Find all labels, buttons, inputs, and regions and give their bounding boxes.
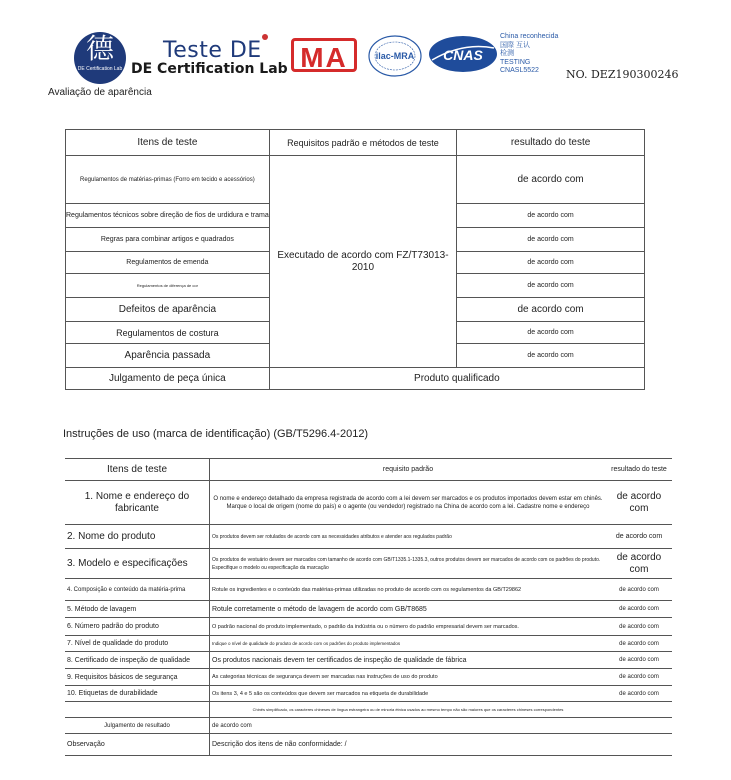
row-result: de acordo com — [457, 344, 645, 368]
cnas-text: CNAS — [443, 47, 483, 63]
row-item: 2. Nome do produto — [65, 525, 210, 549]
cnas-line: China reconhecida — [500, 33, 559, 40]
row-item: Regulamentos de diferença de cor — [66, 274, 270, 298]
final-item: Julgamento de peça única — [66, 368, 270, 390]
row-item: 4. Composição e conteúdo da matéria-prima — [65, 579, 210, 601]
row-result: de acordo com — [457, 298, 645, 322]
row-result: de acordo com — [606, 636, 672, 652]
note-line: Chinês simplificado, os caracteres chineses de língua estrangeira ou de minoria étnica usados ao mesmo tempo não são maiores que os caracteres chineses correspondentes — [210, 702, 607, 718]
final-value: de acordo com — [210, 718, 673, 734]
col-header-items: Itens de teste — [65, 459, 210, 481]
row-item: 3. Modelo e especificações — [65, 549, 210, 579]
row-requirement: Os produtos nacionais devem ter certificados de inspeção de qualidade de fábrica — [210, 652, 607, 669]
registered-mark-icon — [262, 34, 268, 40]
observation-label: Observação — [65, 734, 210, 756]
row-requirement: As categorias técnicas de segurança devem ser marcadas nas instruções de uso do produto — [210, 669, 607, 686]
row-item: Regulamentos de costura — [66, 322, 270, 344]
col-header-requirements: Requisitos padrão e métodos de teste — [269, 130, 456, 156]
row-item: 8. Certificado de inspeção de qualidade — [65, 652, 210, 669]
row-requirement: O nome e endereço detalhado da empresa registrada de acordo com a lei devem ser marcados e os produtos importados devem estar em chinês. Marque o local de origem (nome do país) e o agente (ou vendedor) registrado na China de acordo com a lei. Cadastre nome e endereço — [210, 481, 607, 525]
row-item: 7. Nível de qualidade do produto — [65, 636, 210, 652]
final-label: Julgamento de resultado — [65, 718, 210, 734]
row-result: de acordo com — [457, 156, 645, 204]
row-result: de acordo com — [606, 549, 672, 579]
row-result: de acordo com — [457, 228, 645, 252]
ilac-text: ilac-MRA — [375, 51, 415, 61]
row-item: 10. Etiquetas de durabilidade — [65, 686, 210, 702]
row-item: Aparência passada — [66, 344, 270, 368]
cnas-accreditation-text — [500, 33, 558, 76]
row-requirement: O padrão nacional do produto implementado, o padrão da indústria ou o número do padrão empresarial devem ser marcados. — [210, 618, 607, 636]
col-header-result: resultado do teste — [606, 459, 672, 481]
row-result: de acordo com — [457, 274, 645, 298]
col-header-items: Itens de teste — [66, 130, 270, 156]
col-header-requirement: requisito padrão — [210, 459, 607, 481]
observation-value: Descrição dos itens de não conformidade: / — [210, 734, 673, 756]
brand-subtitle: DE Certification Lab — [131, 61, 288, 77]
instructions-table — [65, 458, 672, 756]
row-item: Regulamentos técnicos sobre direção de fios de urdidura e trama — [66, 204, 270, 228]
col-header-result: resultado do teste — [457, 130, 645, 156]
ilac-mra-logo — [367, 34, 423, 78]
row-result: de acordo com — [606, 579, 672, 601]
row-result: de acordo com — [606, 669, 672, 686]
row-item: 6. Número padrão do produto — [65, 618, 210, 636]
empty-cell — [606, 702, 672, 718]
row-requirement: Rotule os ingredientes e o conteúdo das matérias-primas utilizadas no produto de acordo com os regulamentos da GB/T29862 — [210, 579, 607, 601]
row-item: 9. Requisitos básicos de segurança — [65, 669, 210, 686]
method-cell: Executado de acordo com FZ/T73013-2010 — [269, 156, 456, 368]
row-result: de acordo com — [606, 481, 672, 525]
row-requirement: Os produtos de vestuário devem ser marcados com tamanho de acordo com GB/T1335.1-1335.3, outros produtos devem ser marcados de acordo com os padrões do produto. Especifique o modelo ou especificação da marcação — [210, 549, 607, 579]
row-item: Defeitos de aparência — [66, 298, 270, 322]
row-requirement: Rotule corretamente o método de lavagem de acordo com GB/T8685 — [210, 601, 607, 618]
row-result: de acordo com — [606, 652, 672, 669]
row-result: de acordo com — [606, 525, 672, 549]
final-result: Produto qualificado — [269, 368, 644, 390]
row-requirement: Os produtos devem ser rotulados de acordo com as necessidades atributos e atender aos regulados padrão — [210, 525, 607, 549]
brand-title: Teste DE — [163, 38, 262, 63]
row-result: de acordo com — [457, 322, 645, 344]
cnas-line: 检测 — [500, 50, 514, 57]
appearance-table — [65, 129, 645, 390]
row-item: 1. Nome e endereço do fabricante — [65, 481, 210, 525]
row-result: de acordo com — [606, 601, 672, 618]
logo-glyph: 德 — [85, 32, 114, 65]
row-item: Regulamentos de emenda — [66, 252, 270, 274]
row-result: de acordo com — [606, 618, 672, 636]
row-item: Regras para combinar artigos e quadrados — [66, 228, 270, 252]
cnas-line: TESTING — [500, 58, 531, 66]
section-title-instructions: Instruções de uso (marca de identificação) (GB/T5296.4-2012) — [63, 428, 369, 440]
row-requirement: Indique o nível de qualidade do produto de acordo com os padrões do produto implementados — [210, 636, 607, 652]
cma-logo: MA — [291, 38, 357, 72]
row-result: de acordo com — [457, 204, 645, 228]
row-result: de acordo com — [606, 686, 672, 702]
cnas-line: CNASL5522 — [500, 67, 539, 74]
row-requirement: Os itens 3, 4 e 5 são os conteúdos que devem ser marcados na etiqueta de durabilidade — [210, 686, 607, 702]
row-item: 5. Método de lavagem — [65, 601, 210, 618]
lab-logo — [74, 32, 126, 84]
logo-caption: DE Certification Lab — [77, 66, 123, 72]
cnas-logo — [428, 34, 498, 74]
report-number: NO. DEZ190300246 — [566, 68, 679, 81]
row-item: Regulamentos de matérias-primas (Forro em tecido e acessórios) — [66, 156, 270, 204]
section-title-appearance: Avaliação de aparência — [48, 87, 152, 98]
row-result: de acordo com — [457, 252, 645, 274]
cnas-line: 国際 互认 — [500, 41, 530, 49]
empty-cell — [65, 702, 210, 718]
